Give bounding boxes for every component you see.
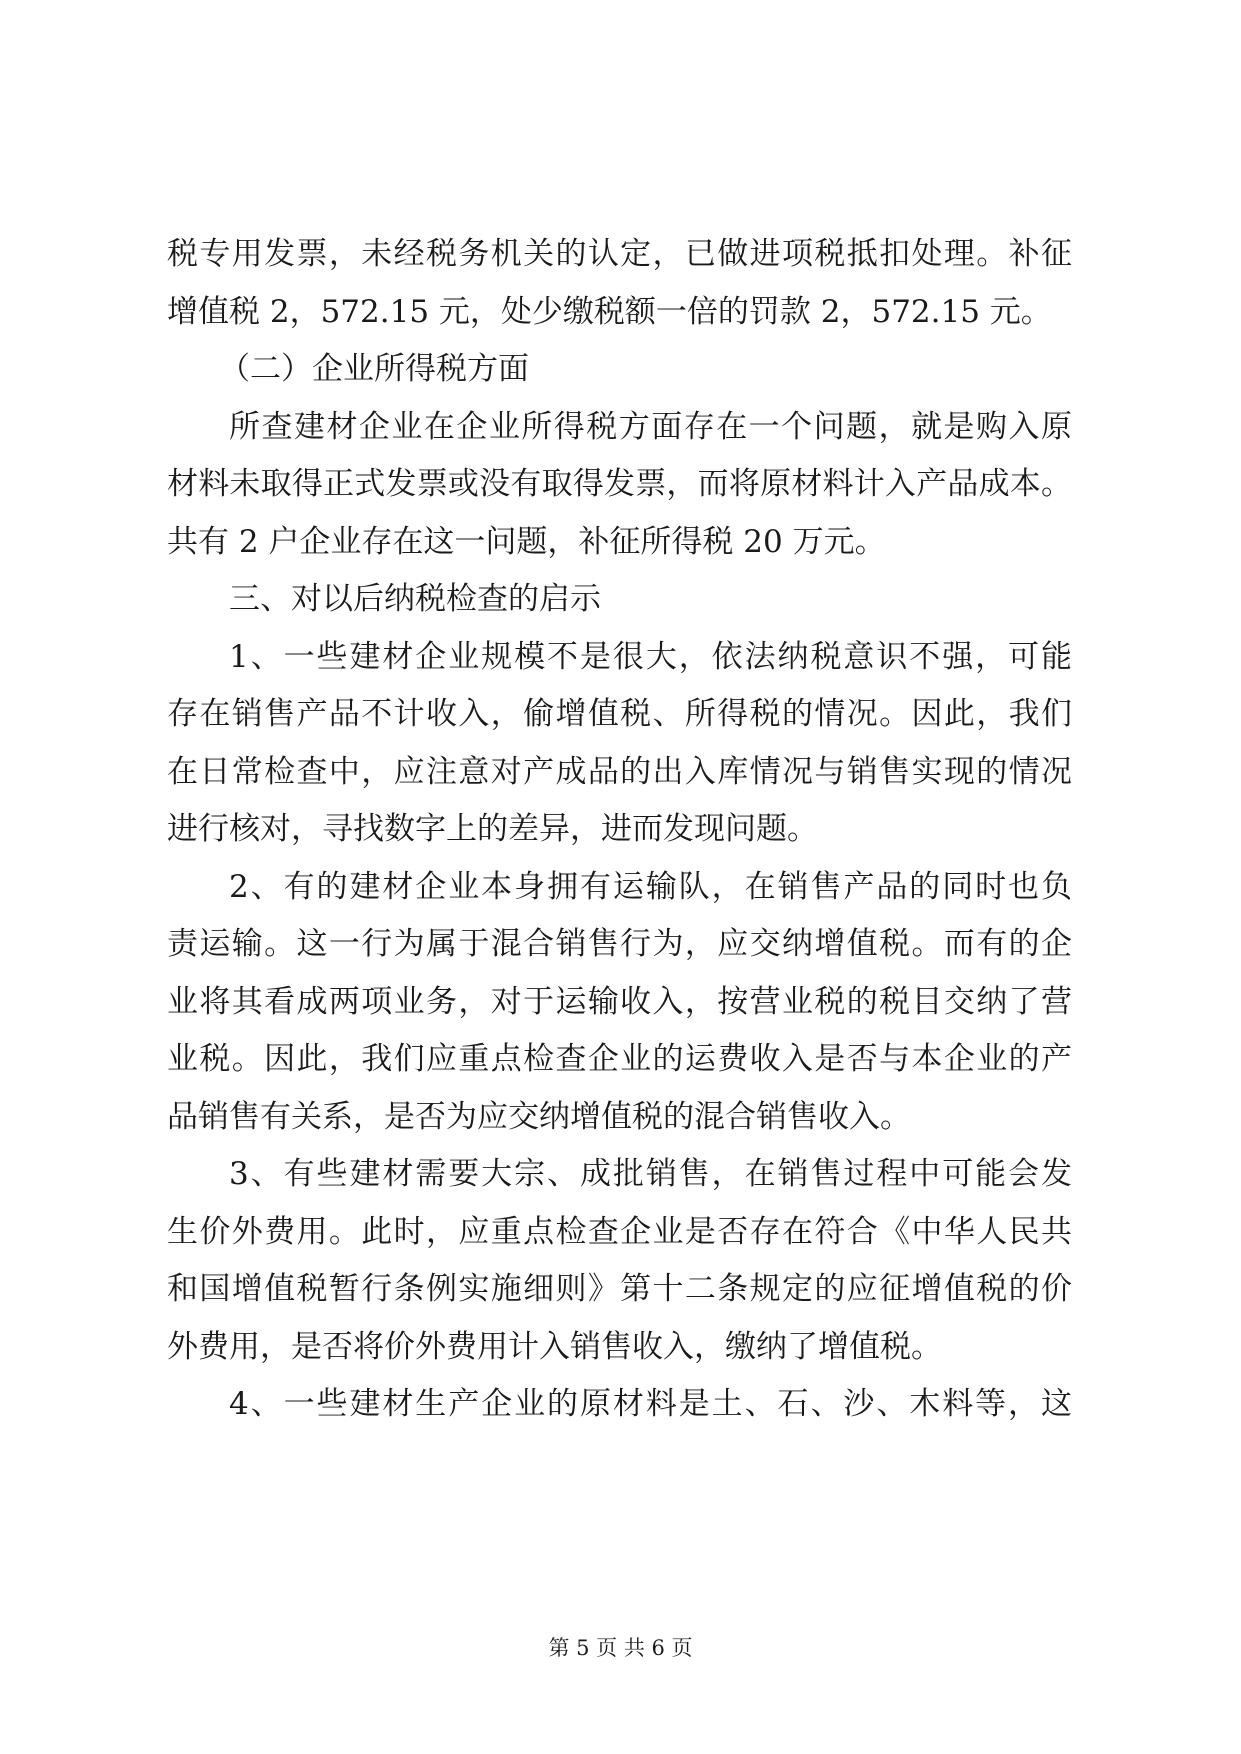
text-line: 3、有些建材需要大宗、成批销售，在销售过程中可能会发 [229, 1156, 1072, 1192]
text-line: 1、一些建材企业规模不是很大，依法纳税意识不强，可能 [229, 638, 1072, 675]
text-line: 业将其看成两项业务，对于运输收入，按营业税的税目交纳了营 [167, 983, 1072, 1020]
text-line: 责运输。这一行为属于混合销售行为，应交纳增值税。而有的企 [167, 926, 1072, 962]
page-footer: 第 5 页 共 6 页 [548, 1636, 693, 1660]
text-line: 4、一些建材生产企业的原材料是土、石、沙、木料等，这 [229, 1386, 1072, 1422]
text-line: 存在销售产品不计收入，偷增值税、所得税的情况。因此，我们 [167, 696, 1072, 732]
text-line: 在日常检查中，应注意对产成品的出入库情况与销售实现的情况 [167, 753, 1072, 790]
text-line: （二）企业所得税方面 [219, 351, 529, 387]
text-line: 外费用，是否将价外费用计入销售收入，缴纳了增值税。 [167, 1328, 942, 1365]
text-line: 进行核对，寻找数字上的差异，进而发现问题。 [167, 811, 818, 847]
text-line: 三、对以后纳税检查的启示 [229, 581, 601, 617]
text-line: 所查建材企业在企业所得税方面存在一个问题，就是购入原 [229, 408, 1072, 445]
text-line: 生价外费用。此时，应重点检查企业是否存在符合《中华人民共 [167, 1213, 1072, 1250]
text-line: 共有 2 户企业存在这一问题，补征所得税 20 万元。 [167, 523, 886, 560]
text-line: 税专用发票，未经税务机关的认定，已做进项税抵扣处理。补征 [167, 236, 1072, 272]
text-line: 品销售有关系，是否为应交纳增值税的混合销售收入。 [167, 1098, 911, 1135]
text-line: 和国增值税暂行条例实施细则》第十二条规定的应征增值税的价 [167, 1271, 1072, 1307]
text-line: 2、有的建材企业本身拥有运输队，在销售产品的同时也负 [229, 868, 1072, 905]
text-line: 材料未取得正式发票或没有取得发票，而将原材料计入产品成本。 [167, 466, 1072, 502]
document-body [167, 226, 1072, 1434]
text-line: 增值税 2，572.15 元，处少缴税额一倍的罚款 2，572.15 元。 [167, 293, 1052, 330]
text-line: 业税。因此，我们应重点检查企业的运费收入是否与本企业的产 [167, 1041, 1072, 1077]
